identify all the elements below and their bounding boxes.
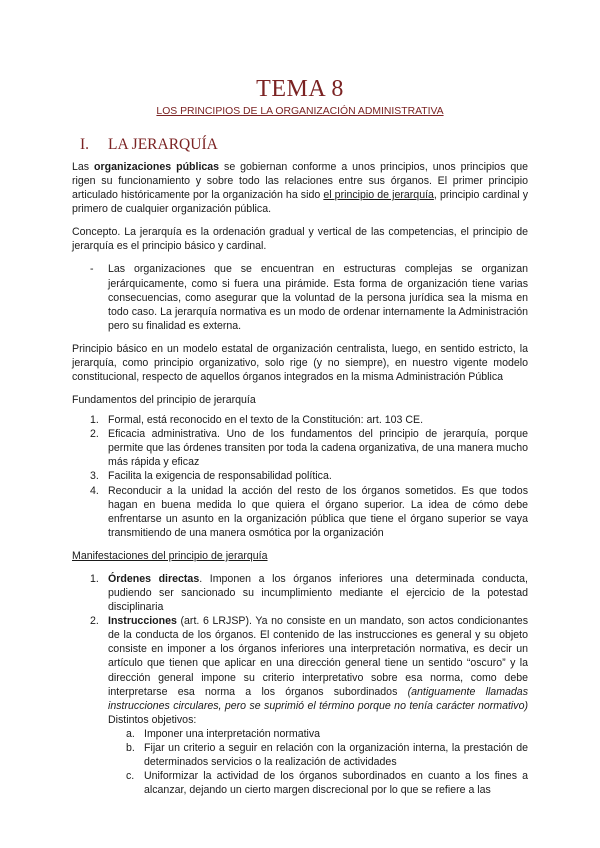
list-item: 1. Órdenes directas. Imponen a los órganos inferiores una determinada conducta, pudiendo ser sancionado su incumplimiento mediante el ejercicio de la potestad disciplinaria	[90, 572, 528, 614]
objetivos-list	[108, 727, 528, 797]
list-item: b. Fijar un criterio a seguir en relación con la organización interna, la prestación de determinados servicios o la realización de actividades	[126, 741, 528, 768]
document-body	[72, 160, 528, 806]
list-item: - Las organizaciones que se encuentran en estructuras complejas se organizan jerárquicamente, como si fuera una pirámide. Esta forma de organización tiene varias consecuencias, como asegurar que la voluntad de la persona jurídica sea la misma en todo caso. La jerarquía normativa es un modo de ordenar internamente la Administración pero su finalidad es externa.	[72, 262, 528, 332]
dash-list	[72, 262, 528, 332]
manifestaciones-list	[72, 572, 528, 797]
list-item: 2. Instrucciones (art. 6 LRJSP). Ya no consiste en un mandato, son actos condicionantes de la conducta de los órganos. El contenido de las instrucciones es general y su objeto consiste en imponer a los órganos inferiores una interpretación normativa, es decir un artículo que tienen que aplicar en una dirección general tiene un sentido “oscuro” y la dirección general impone su criterio interpretativo sobre esa norma, como debe interpretarse esa norma a los órganos subordinados (antiguamente llamadas instrucciones circulares, pero se suprimió el término porque no tenía carácter normativo) Distintos objetivos: a. Imponer una interpretación normativa b. Fijar un criterio a seguir en relación con la organización interna, la prestación de determinados servicios o la realización de actividades c. Uniformizar la actividad de los órganos subordinados en cuanto a los fines a alcanzar, dejando un cierto margen discrecional por lo que se refiere a las	[90, 615, 528, 797]
fundamentos-list	[72, 413, 528, 540]
list-item: 1. Formal, está reconocido en el texto de la Constitución: art. 103 CE.	[90, 414, 424, 427]
paragraph-concepto: Concepto. La jerarquía es la ordenación gradual y vertical de las competencias, el principio de jerarquía es el principio básico y cardinal.	[72, 226, 528, 253]
list-item: 3. Facilita la exigencia de responsabilidad política.	[90, 470, 332, 483]
list-item: 2. Eficacia administrativa. Uno de los fundamentos del principio de jerarquía, porque permite que las órdenes transiten por toda la cadena organizativa, de una manera mucho más rápida y eficaz	[90, 428, 528, 469]
page-title: TEMA 8	[256, 76, 344, 102]
list-item: a. Imponer una interpretación normativa	[126, 727, 321, 740]
fundamentos-heading: Fundamentos del principio de jerarquía	[72, 394, 256, 407]
list-item: c. Uniformizar la actividad de los órganos subordinados en cuanto a los fines a alcanzar, dejando un cierto margen discrecional por lo que se refiere a las	[126, 770, 528, 797]
manifestaciones-heading: Manifestaciones del principio de jerarquía	[72, 549, 268, 562]
section-heading	[80, 135, 218, 156]
page-subtitle: LOS PRINCIPIOS DE LA ORGANIZACIÓN ADMINISTRATIVA	[156, 106, 444, 117]
section-label: LA JERARQUÍA	[108, 136, 218, 153]
list-item: 4. Reconducir a la unidad la acción del resto de los órganos sometidos. Es que todos hagan en buena medida lo que quiera el órgano superior. La idea de cómo debe enfrentarse un asunto en la organización pública que tiene el órgano superior se vaya transmitiendo de una manera osmótica por la organización	[90, 484, 528, 539]
section-number: I.	[80, 136, 90, 153]
paragraph-intro: Las organizaciones públicas se gobiernan conforme a unos principios, unos principios que rigen su funcionamiento y sobre todo las relaciones entre sus órganos. El primer principio articulado históricamente por la organización ha sido el principio de jerarquía, principio cardinal y primero de cualquier organización pública.	[72, 161, 528, 216]
paragraph-principio-basico: Principio básico en un modelo estatal de organización centralista, luego, en sentido estricto, la jerarquía, como principio organizativo, solo rige (y no siempre), en nuestro vigente modelo constitucional, respecto de aquellos órganos integrados en la misma Administración Pública	[72, 342, 528, 384]
